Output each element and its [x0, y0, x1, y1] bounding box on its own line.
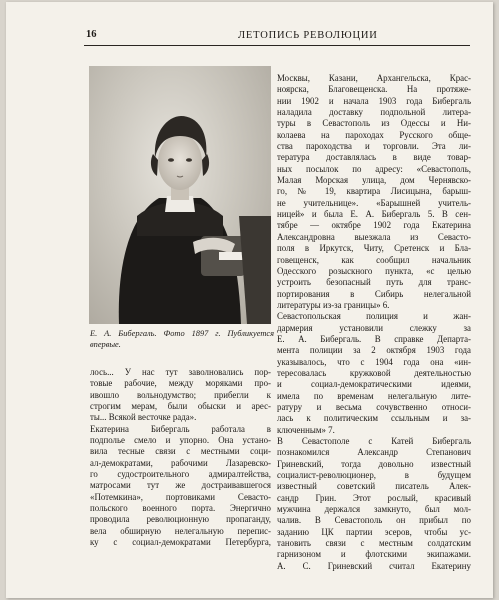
text-line: литературы из-за границы» 6. [277, 299, 390, 310]
text-line: мужчина держался замкнуто, был мол- [277, 504, 471, 515]
right-text-column [277, 73, 471, 572]
text-line: указывалось, что с 1904 года она «ин- [277, 356, 471, 367]
text-line: матросами тут же достраивавшегося [90, 480, 271, 491]
text-line: сандр Грин. Этот рослый, красивый [277, 492, 471, 503]
text-line: колаева на пароходах Русского обще- [277, 129, 471, 140]
photo-caption: Е. А. Бибергаль. Фото 1897 г. Публикуется впервые. [90, 329, 274, 349]
portrait-photo [89, 66, 271, 324]
text-line: мента полиции за 2 октября 1903 года [277, 345, 471, 356]
text-line: ницей» и была Е. А. Бибергаль 5. В сен- [277, 209, 471, 220]
text-line: тановить связи с местным солдатским [277, 538, 471, 549]
text-line: говещенск, как сообщил начальник [277, 254, 471, 265]
text-line: заданию ЦК партии эсеров, чтобы ус- [277, 526, 471, 537]
text-line: Гриневский, тогда довольно известный [277, 458, 471, 469]
text-line: наладила доставку подпольной литера- [277, 107, 471, 118]
text-line: А. С. Гриневский считал Екатерину [277, 560, 471, 571]
text-line: строгим мерам, были обыски и арес- [90, 401, 271, 412]
text-line: туры в Севастополь из Одессы и Ни- [277, 118, 471, 129]
text-line: вела обширную нелегальную перепис- [90, 525, 271, 536]
text-line: известный советский писатель Алек- [277, 481, 471, 492]
text-line: поля в Иркутск, Читу, Сретенск и Бла- [277, 243, 471, 254]
text-line: Севастопольская полиция и жан- [277, 311, 471, 322]
text-line: Одесского розыскного пункта, «с целью [277, 265, 471, 276]
text-line: познакомился Александр Степанович [277, 447, 471, 458]
running-title: ЛЕТОПИСЬ РЕВОЛЮЦИИ [238, 30, 378, 41]
book-page [6, 2, 493, 598]
text-line: польского военного порта. Энергично [90, 503, 271, 514]
text-line: вила тесные связи с местными соци- [90, 446, 271, 457]
text-line: ных посылок по адресу: «Севастополь, [277, 163, 471, 174]
text-line: тература доставлялась в виде товар- [277, 152, 471, 163]
text-line: товые рабочие, между моряками про- [90, 378, 271, 389]
text-line: лась к политическим ссыльным и за- [277, 413, 471, 424]
text-line: портирования в Сибирь нелегальной [277, 288, 471, 299]
text-line: ноярска, Благовещенска. На протяже- [277, 84, 471, 95]
text-line: Москвы, Казани, Архангельска, Крас- [277, 73, 471, 83]
text-line: и социал-демократическими идеями, [277, 379, 471, 390]
text-line: Екатерина Бибергаль работала в [90, 423, 271, 434]
text-line: социалист-революционер, в будущем [277, 470, 471, 481]
text-line: подполье смело и упорно. Она устано- [90, 435, 271, 446]
text-line: гарнизоном и флотскими экипажами. [277, 549, 471, 560]
text-line: тересовалась кружковой деятельностью [277, 367, 471, 378]
text-line: Е. А. Бибергаль. В справке Департа- [277, 333, 471, 344]
header-rule [84, 45, 470, 46]
text-line: Александровна выезжала из Севасто- [277, 231, 471, 242]
text-line: го, № 19, квартира Лисицына, барыш- [277, 186, 471, 197]
text-line: дармерия установили слежку за [277, 322, 471, 333]
text-line: лось... У нас тут заволновались пор- [90, 367, 271, 377]
text-line: имела по временам нелегальную лите- [277, 390, 471, 401]
page-number: 16 [86, 29, 97, 40]
text-line: тябре — октябре 1902 года Екатерина [277, 220, 471, 231]
text-line: нии 1902 и начала 1903 года Бибергаль [277, 95, 471, 106]
text-line: Малая Морская улица, дом Чернявско- [277, 175, 471, 186]
text-line: устроить безопасный путь для транс- [277, 277, 471, 288]
text-line: «Потемкина», портовиками Севасто- [90, 491, 271, 502]
text-line: чалив. В Севастополь он прибыл по [277, 515, 471, 526]
left-text-column [90, 367, 271, 549]
text-line: ключенным» 7. [277, 424, 335, 435]
text-line: ивошло вольнодумство; прибегли к [90, 389, 271, 400]
text-line: ства пароходства и торговли. Эта ли- [277, 141, 471, 152]
text-line: В Севастополе с Катей Бибергаль [277, 436, 471, 446]
text-line: ты... Всякой весточке рада». [90, 412, 197, 423]
text-line: ратуру и весьма сочувственно относи- [277, 401, 471, 412]
text-line: ал-демократами, рабочими Лазаревско- [90, 457, 271, 468]
text-line: не учительнице». «Барышней учитель- [277, 197, 471, 208]
text-line: го судостроительного адмиралтейства, [90, 469, 271, 480]
text-line: ку с социал-демократами Петербурга, [90, 537, 271, 548]
text-line: проводила революционную пропаганду, [90, 514, 271, 525]
portrait-image [89, 66, 271, 324]
